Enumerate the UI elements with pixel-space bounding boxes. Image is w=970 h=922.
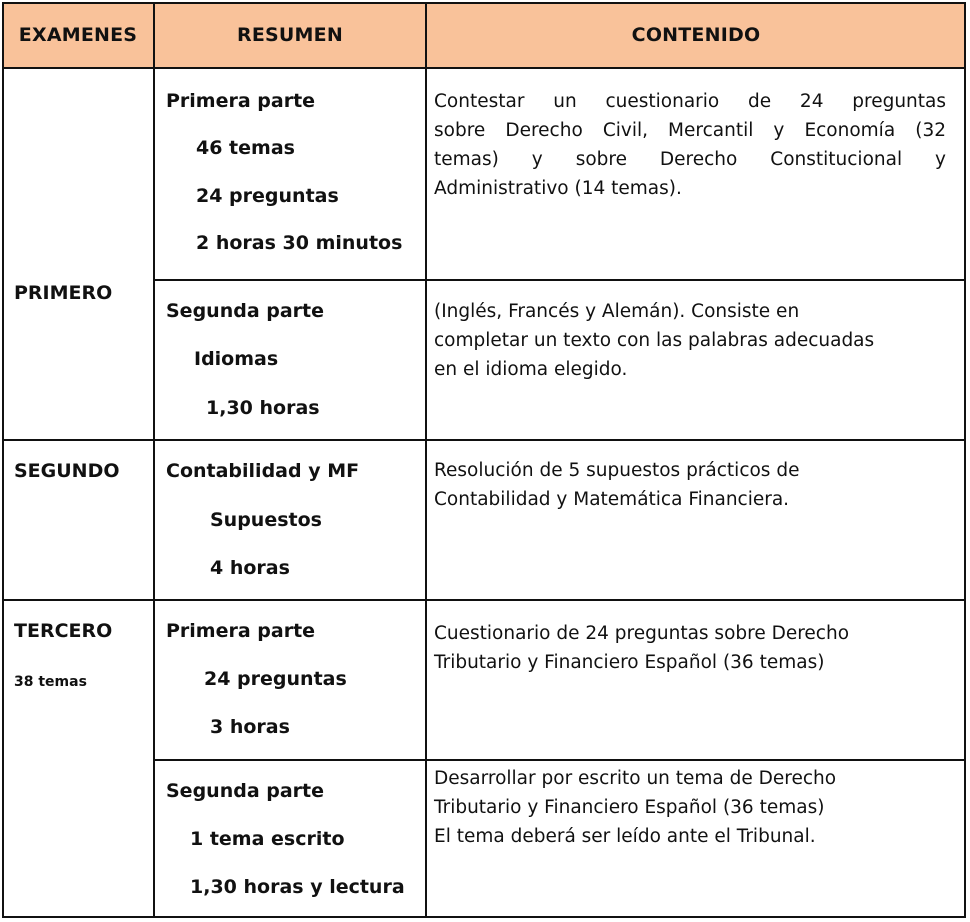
row-divider [2, 67, 966, 69]
resumen-title: Primera parte [166, 90, 316, 112]
table-border-left [2, 2, 4, 918]
contenido-line: (Inglés, Francés y Alemán). Consiste en [434, 301, 800, 322]
contenido-line: Contestar un cuestionario de 24 preguntas [434, 91, 946, 112]
contenido-line: Tributario y Financiero Español (36 temas) [434, 652, 825, 673]
header-contenido-label: CONTENIDO [631, 24, 761, 46]
contenido-segundo [426, 440, 966, 600]
row-divider [2, 439, 966, 441]
resumen-primero-parte2 [154, 280, 426, 440]
header-contenido [426, 2, 966, 68]
contenido-tercero-parte1 [426, 600, 966, 760]
header-examenes [2, 2, 154, 68]
header-resumen-label: RESUMEN [237, 24, 343, 46]
header-examenes-label: EXAMENES [18, 24, 138, 46]
contenido-line: El tema deberá ser leído ante el Tribunal. [434, 826, 816, 847]
contenido-line: Desarrollar por escrito un tema de Derecho [434, 768, 837, 789]
contenido-line: Administrativo (14 temas). [434, 178, 682, 199]
contenido-line: Tributario y Financiero Español (36 temas) [434, 797, 825, 818]
resumen-item: 1,30 horas y lectura [190, 876, 405, 898]
exam-primero-label: PRIMERO [14, 282, 113, 304]
exam-segundo-label: SEGUNDO [14, 460, 120, 482]
contenido-primero-parte2 [426, 280, 966, 440]
resumen-item: 24 preguntas [204, 668, 347, 690]
contenido-primero-parte1 [426, 68, 966, 280]
resumen-item: Idiomas [194, 348, 279, 370]
resumen-title: Segunda parte [166, 780, 325, 802]
contenido-tercero-parte2 [426, 760, 966, 918]
table-border-bottom [2, 916, 966, 918]
resumen-title: Segunda parte [166, 300, 325, 322]
resumen-segundo [154, 440, 426, 600]
resumen-item: 1 tema escrito [190, 828, 345, 850]
contenido-line: completar un texto con las palabras adecuadas [434, 330, 875, 351]
contenido-line: Contabilidad y Matemática Financiera. [434, 489, 790, 510]
exam-tercero-sublabel: 38 temas [14, 674, 87, 690]
resumen-item: 24 preguntas [196, 185, 339, 207]
resumen-tercero-parte2 [154, 760, 426, 918]
exam-table [2, 2, 966, 918]
table-border-right [964, 2, 966, 918]
contenido-line: Resolución de 5 supuestos prácticos de [434, 460, 800, 481]
contenido-line: sobre Derecho Civil, Mercantil y Economía (32 [434, 120, 946, 141]
row-divider [2, 599, 966, 601]
row-divider [153, 759, 966, 761]
resumen-tercero-parte1 [154, 600, 426, 760]
table-border-top [2, 2, 966, 4]
resumen-item: 3 horas [210, 716, 290, 738]
resumen-item: Supuestos [210, 509, 322, 531]
column-divider [425, 2, 427, 918]
resumen-item: 1,30 horas [206, 397, 320, 419]
contenido-line: en el idioma elegido. [434, 359, 628, 380]
column-divider [153, 2, 155, 918]
resumen-title: Contabilidad y MF [166, 460, 360, 482]
contenido-line: Cuestionario de 24 preguntas sobre Derecho [434, 623, 850, 644]
resumen-item: 4 horas [210, 557, 290, 579]
exam-tercero-label: TERCERO [14, 620, 113, 642]
resumen-title: Primera parte [166, 620, 316, 642]
contenido-line: temas) y sobre Derecho Constitucional y [434, 149, 946, 170]
resumen-primero-parte1 [154, 68, 426, 280]
resumen-item: 2 horas 30 minutos [196, 232, 403, 254]
header-resumen [154, 2, 426, 68]
row-divider [153, 279, 966, 281]
resumen-item: 46 temas [196, 137, 295, 159]
